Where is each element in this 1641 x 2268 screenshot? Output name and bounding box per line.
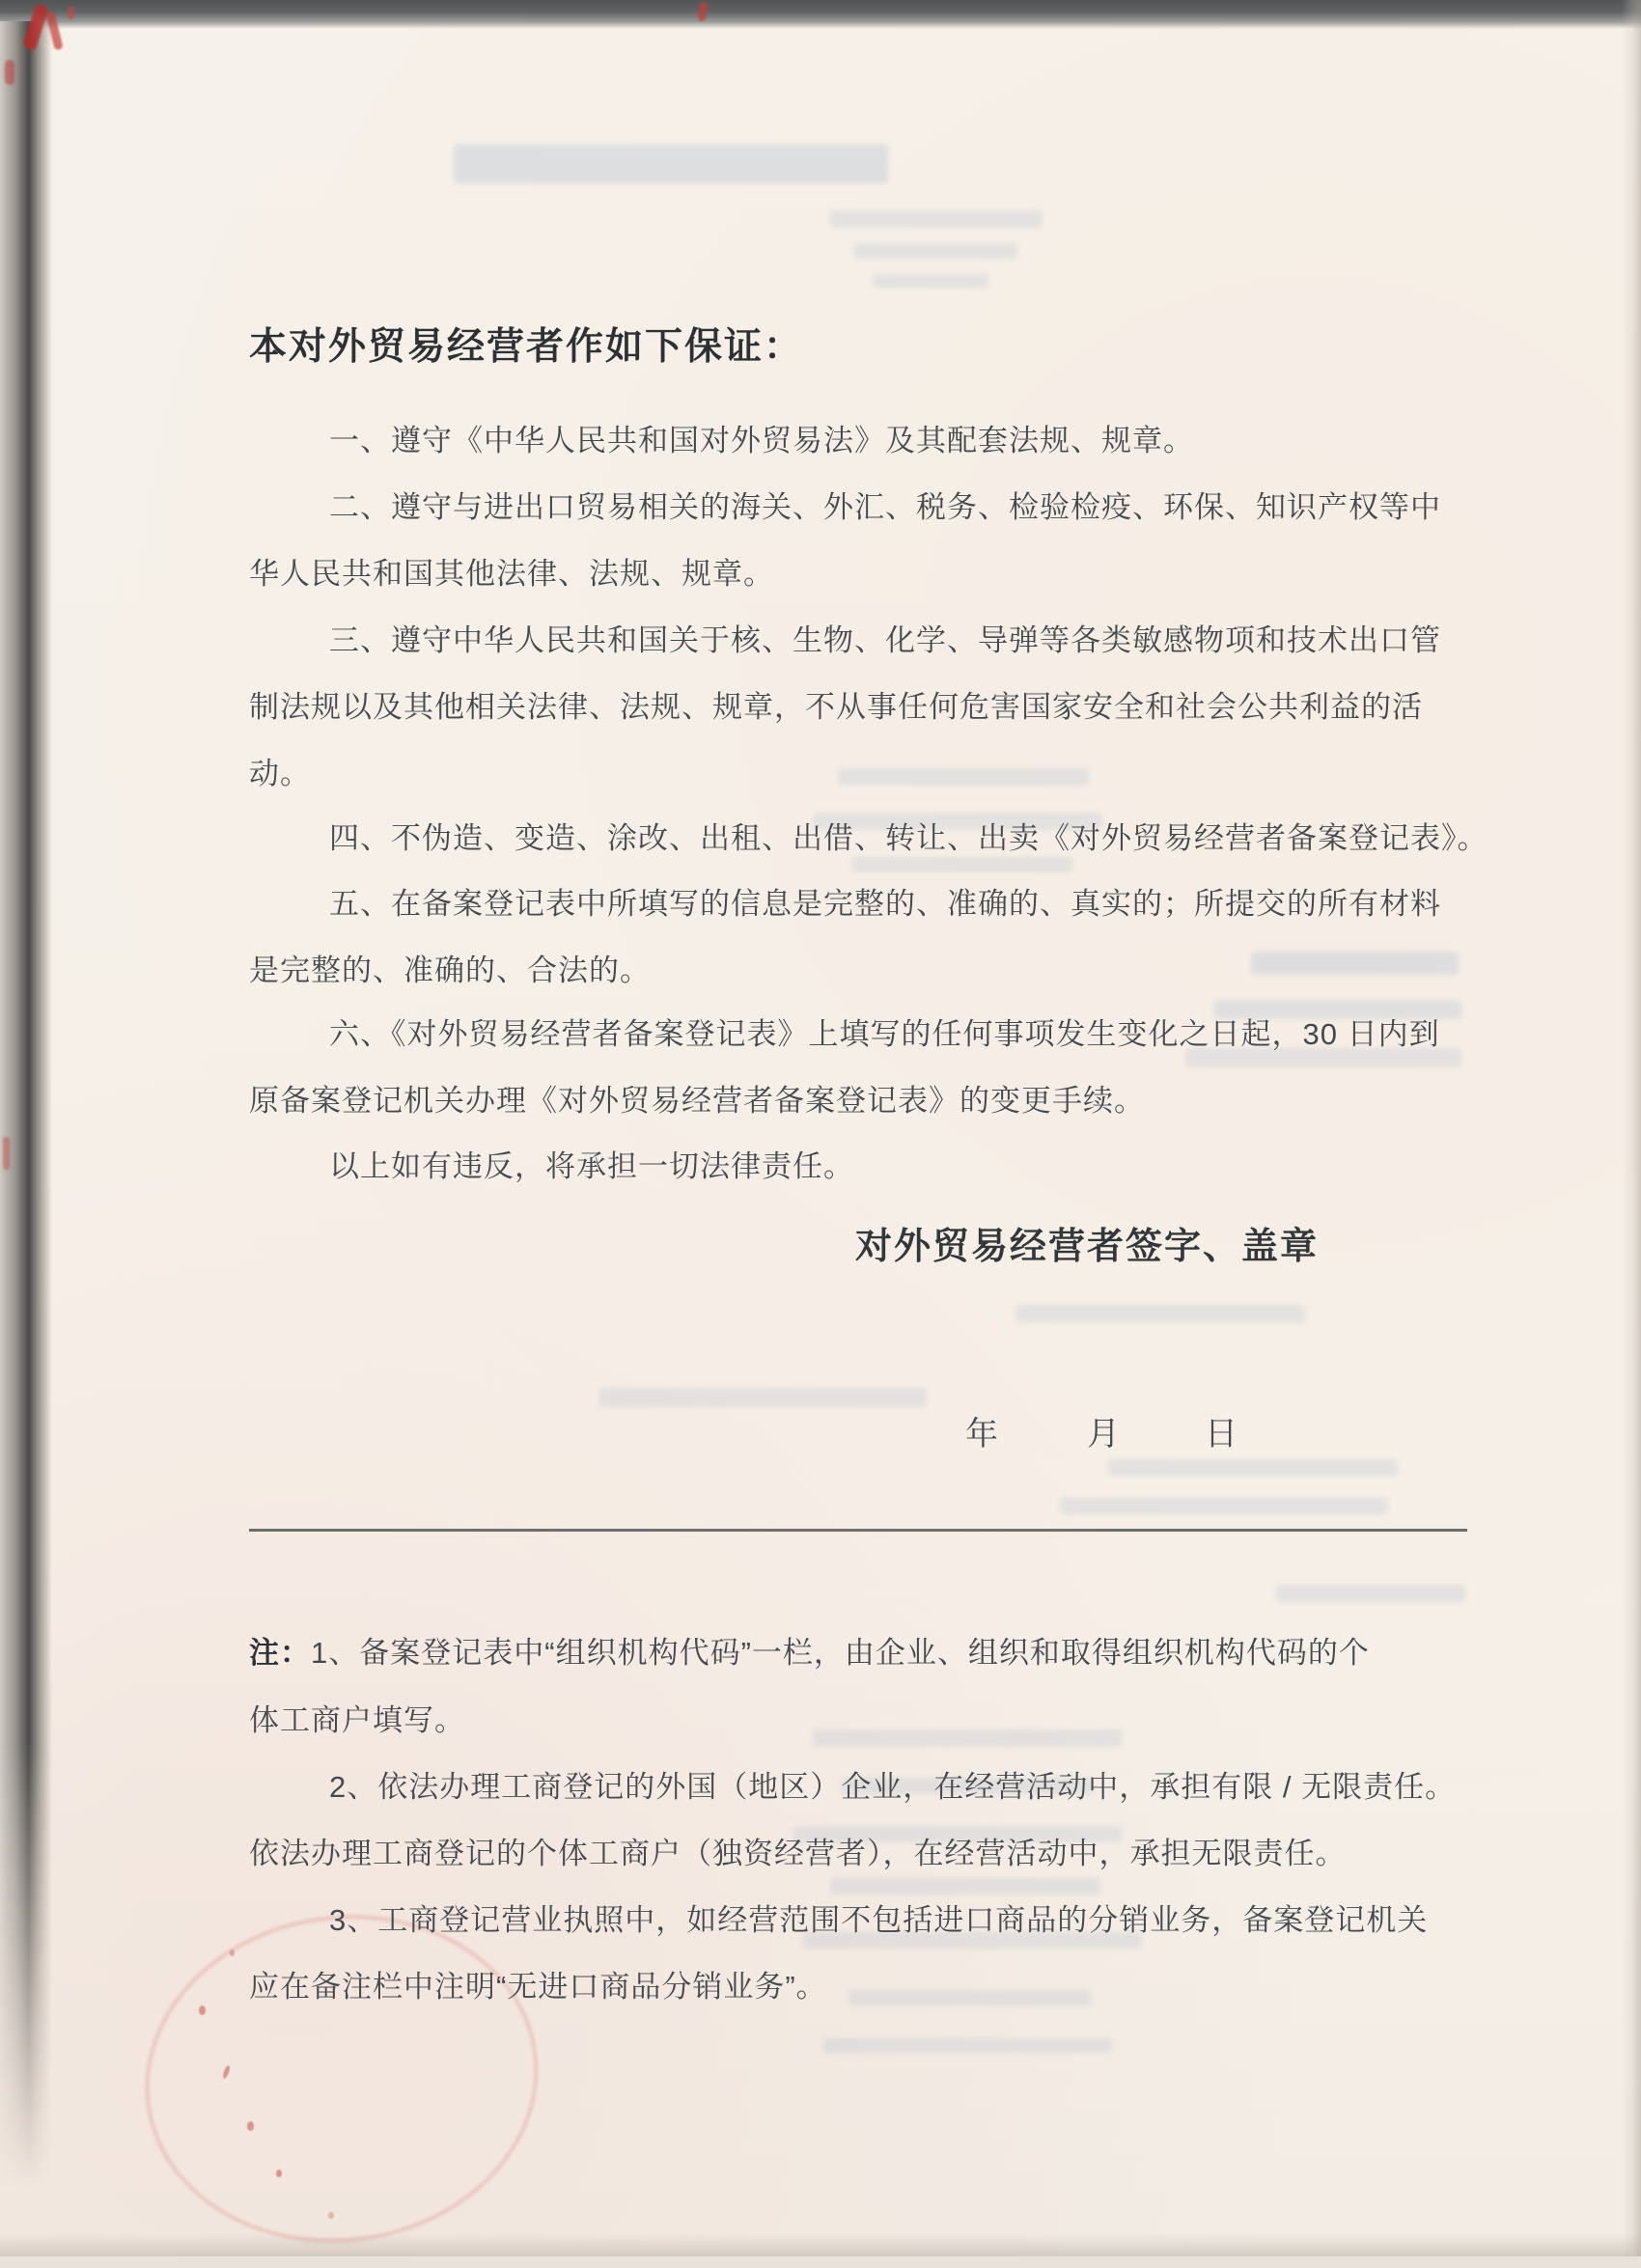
bleed-through-ghost xyxy=(1251,952,1459,975)
clause-6-line-2: 原备案登记机关办理《对外贸易经营者备案登记表》的变更手续。 xyxy=(249,1084,1145,1118)
red-ink-mark xyxy=(697,1,708,21)
clause-1-line-1: 一、遵守《中华人民共和国对外贸易法》及其配套法规、规章。 xyxy=(329,424,1194,457)
note-1-line-2: 体工商户填写。 xyxy=(249,1703,465,1737)
bleed-through-ghost xyxy=(1276,1585,1465,1602)
clause-3-line-1: 三、遵守中华人民共和国关于核、生物、化学、导弹等各类敏感物项和技术出口管 xyxy=(329,623,1441,657)
bleed-through-ghost xyxy=(598,1388,927,1407)
bleed-through-ghost xyxy=(838,768,1089,786)
red-speck xyxy=(247,2121,254,2131)
red-ink-mark xyxy=(5,60,14,85)
bleed-through-ghost xyxy=(822,2038,1112,2053)
note-1-line-1 xyxy=(249,1631,1370,1675)
clause-5-line-1: 五、在备案登记表中所填写的信息是完整的、准确的、真实的；所提交的所有材料 xyxy=(329,887,1441,921)
bleed-through-ghost xyxy=(873,274,988,288)
notes-label: 注： xyxy=(249,1636,311,1670)
clause-5-line-2: 是完整的、准确的、合法的。 xyxy=(249,954,651,987)
red-speck xyxy=(222,2065,231,2080)
closing-statement: 以上如有违反，将承担一切法律责任。 xyxy=(329,1149,854,1183)
clause-3-line-2: 制法规以及其他相关法律、法规、规章，不从事任何危害国家安全和社会公共利益的活 xyxy=(249,690,1423,724)
bleed-through-ghost xyxy=(830,210,1043,228)
bleed-through-ghost xyxy=(1060,1498,1388,1514)
clause-2-line-1: 二、遵守与进出口贸易相关的海关、外汇、税务、检验检疫、环保、知识产权等中 xyxy=(329,490,1441,524)
red-speck xyxy=(276,2170,282,2177)
red-ink-mark xyxy=(45,12,63,51)
red-ink-mark xyxy=(68,6,74,19)
faint-red-stamp-ring xyxy=(124,1890,559,2267)
date-month-label: 月 xyxy=(1087,1416,1120,1452)
clause-4-line-1: 四、不伪造、变造、涂改、出租、出借、转让、出卖《对外贸易经营者备案登记表》。 xyxy=(329,821,1488,855)
bleed-through-ghost xyxy=(849,1990,1091,2005)
scan-shadow-right xyxy=(1622,0,1641,2256)
red-ink-mark xyxy=(22,3,49,51)
note-3-line-2: 应在备注栏中注明“无进口商品分销业务”。 xyxy=(249,1970,827,2004)
scan-shadow-top xyxy=(0,0,1641,29)
red-speck xyxy=(328,2212,334,2219)
bleed-through-ghost xyxy=(813,1729,1122,1747)
document-title: 本对外贸易经营者作如下保证： xyxy=(249,326,804,368)
note-1-text: 1、备案登记表中“组织机构代码”一栏，由企业、组织和取得组织机构代码的个 xyxy=(311,1636,1370,1670)
note-2-line-2: 依法办理工商登记的个体工商户（独资经营者），在经营活动中，承担无限责任。 xyxy=(249,1837,1347,1870)
scan-shadow-bottom xyxy=(0,2233,1641,2256)
clause-2-line-2: 华人民共和国其他法律、法规、规章。 xyxy=(249,557,774,591)
signature-caption: 对外贸易经营者签字、盖章 xyxy=(855,1227,1320,1267)
bleed-through-ghost xyxy=(853,243,1017,259)
bleed-through-ghost xyxy=(1108,1459,1398,1476)
bleed-through-ghost xyxy=(1015,1305,1305,1322)
date-year-label: 年 xyxy=(965,1416,998,1452)
note-3-line-1: 3、工商登记营业执照中，如经营范围不包括进口商品的分销业务，备案登记机关 xyxy=(329,1903,1429,1937)
bleed-through-ghost xyxy=(830,1878,1100,1895)
section-divider-line xyxy=(249,1529,1467,1532)
date-day-label: 日 xyxy=(1205,1416,1238,1452)
clause-6-line-1: 六、《对外贸易经营者备案登记表》上填写的任何事项发生变化之日起，30 日内到 xyxy=(329,1017,1440,1051)
scan-shadow-left xyxy=(0,21,52,2231)
note-2-line-1: 2、依法办理工商登记的外国（地区）企业，在经营活动中，承担有限 / 无限责任。 xyxy=(329,1770,1457,1804)
red-ink-mark xyxy=(3,1137,10,1170)
clause-3-line-3: 动。 xyxy=(249,757,311,790)
bleed-through-ghost xyxy=(454,145,888,183)
red-speck xyxy=(199,2005,206,2015)
red-speck xyxy=(230,1950,235,1956)
